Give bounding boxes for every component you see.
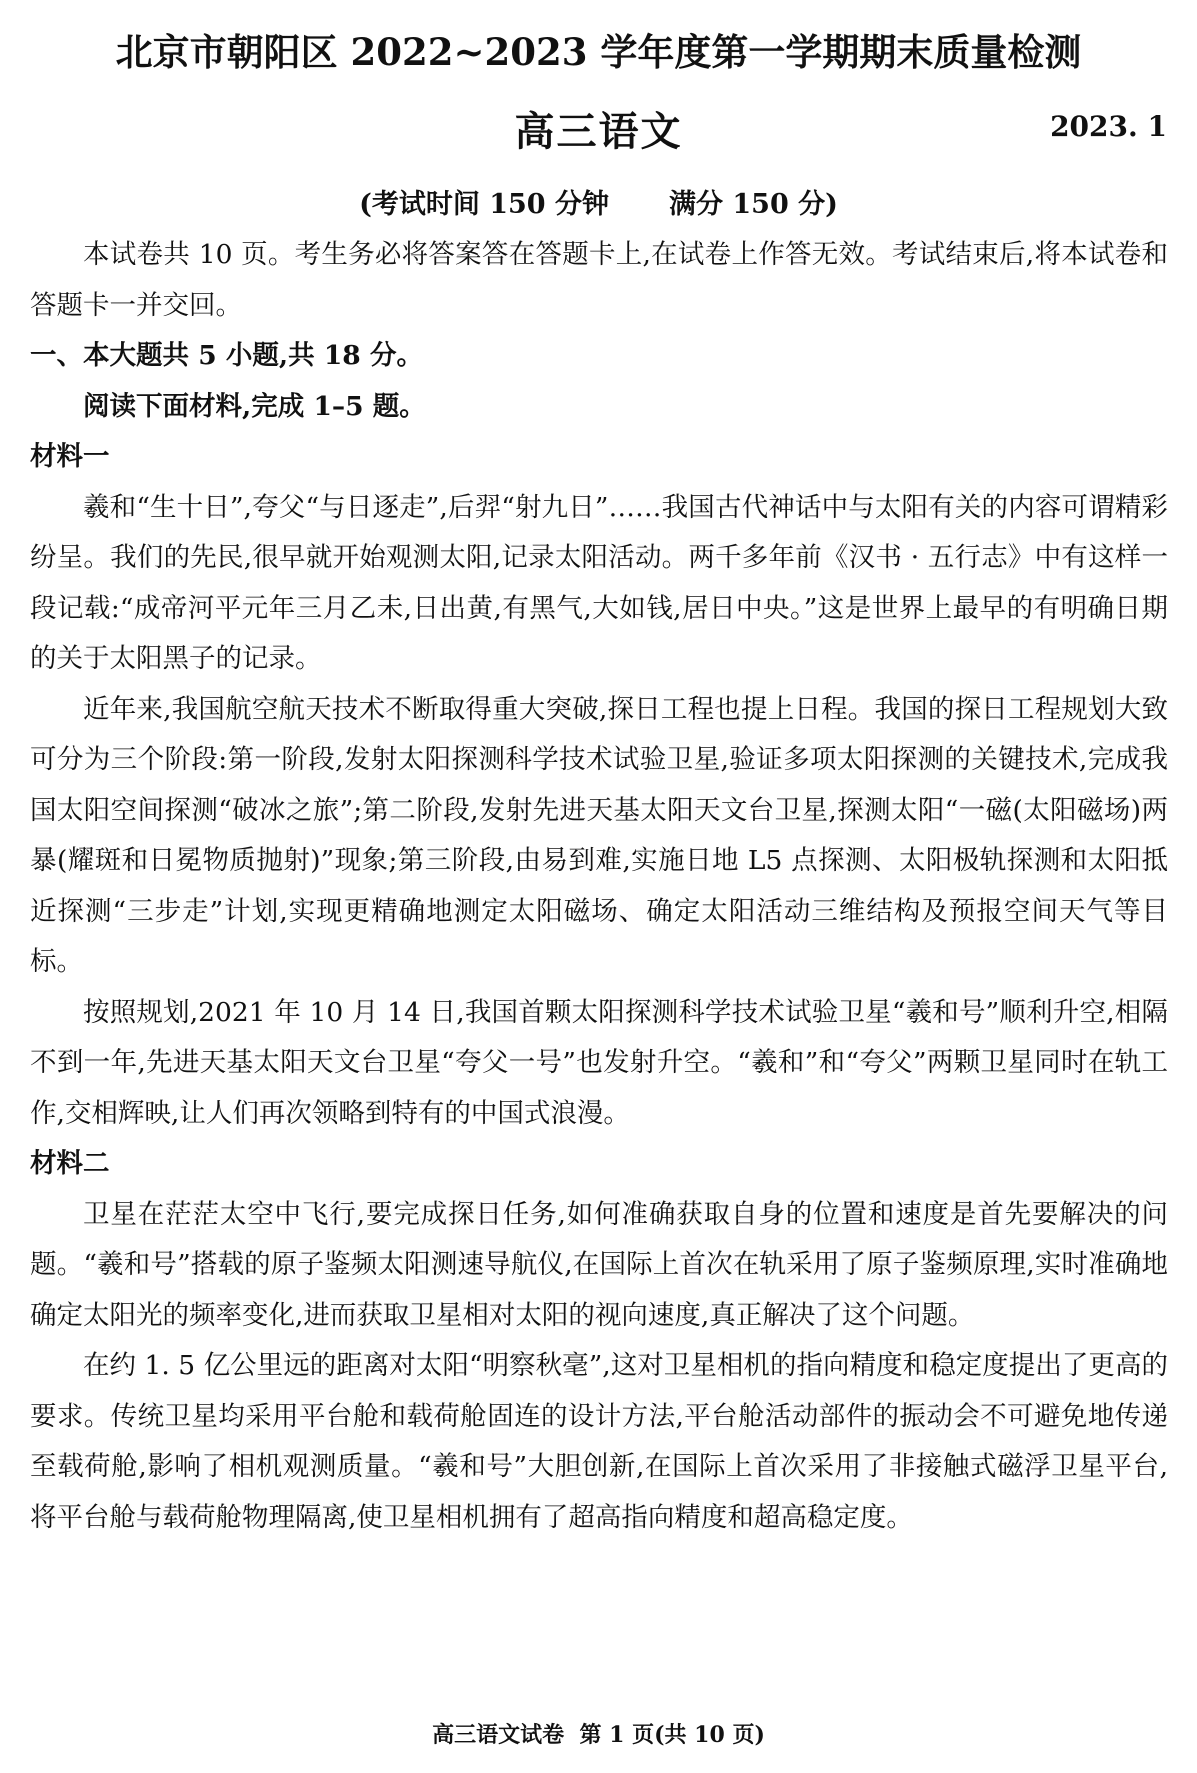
section-heading: 一、本大题共 5 小题,共 18 分。: [30, 340, 423, 371]
exam-full-score: 满分 150 分): [669, 189, 838, 220]
material-1-heading: 材料一: [30, 441, 110, 472]
exam-time: (考试时间 150 分钟: [359, 189, 609, 220]
exam-title: 北京市朝阳区 2022~2023 学年度第一学期期末质量检测: [115, 30, 1082, 74]
material-1-paragraph: 近年来,我国航空航天技术不断取得重大突破,探日工程也提上日程。我国的探日工程规划大致可分为三个阶段:第一阶段,发射太阳探测科学技术试验卫星,验证多项太阳探测的关键技术,完成我国太阳空间探测“破冰之旅”;第二阶段,发射先进天基太阳天文台卫星,探测太阳“一磁(太阳磁场)两暴(耀斑和日冕物质抛射)”现象;第三阶段,由易到难,实施日地 L5 点探测、太阳极轨探测和太阳抵近探测“三步走”计划,实现更精确地测定太阳磁场、确定太阳活动三维结构及预报空间天气等目标。: [30, 693, 1168, 977]
exam-info: [0, 182, 1197, 221]
footer-page-number: 第 1 页(共 10 页): [579, 1722, 765, 1748]
document-body: [30, 230, 1168, 1543]
material-2-paragraph: 卫星在茫茫太空中飞行,要完成探日任务,如何准确获取自身的位置和速度是首先要解决的问题。“羲和号”搭载的原子鉴频太阳测速导航仪,在国际上首次在轨采用了原子鉴频原理,实时准确地确定太阳光的频率变化,进而获取卫星相对太阳的视向速度,真正解决了这个问题。: [30, 1198, 1168, 1331]
material-2-heading: 材料二: [30, 1148, 110, 1179]
page-footer: [0, 1718, 1197, 1749]
subject-row: [0, 100, 1197, 156]
instructions: 本试卷共 10 页。考生务必将答案答在答题卡上,在试卷上作答无效。考试结束后,将本试卷和答题卡一并交回。: [30, 239, 1168, 321]
material-1-paragraph: 羲和“生十日”,夸父“与日逐走”,后羿“射九日”……我国古代神话中与太阳有关的内容可谓精彩纷呈。我们的先民,很早就开始观测太阳,记录太阳活动。两千多年前《汉书 · 五行志》中有这样一段记载:“成帝河平元年三月乙未,日出黄,有黑气,大如钱,居日中央。”这是世界上最早的有明确日期的关于太阳黑子的记录。: [30, 491, 1168, 674]
section-directive: 阅读下面材料,完成 1–5 题。: [83, 390, 426, 422]
footer-label: 高三语文试卷: [432, 1722, 565, 1748]
exam-date: 2023. 1: [1050, 110, 1167, 143]
material-2-paragraph: 在约 1. 5 亿公里远的距离对太阳“明察秋毫”,这对卫星相机的指向精度和稳定度提出了更高的要求。传统卫星均采用平台舱和载荷舱固连的设计方法,平台舱活动部件的振动会不可避免地传递至载荷舱,影响了相机观测质量。“羲和号”大胆创新,在国际上首次采用了非接触式磁浮卫星平台,将平台舱与载荷舱物理隔离,使卫星相机拥有了超高指向精度和超高稳定度。: [30, 1350, 1168, 1533]
subject-title: 高三语文: [514, 108, 683, 155]
material-1-paragraph: 按照规划,2021 年 10 月 14 日,我国首颗太阳探测科学技术试验卫星“羲和号”顺利升空,相隔不到一年,先进天基太阳天文台卫星“夸父一号”也发射升空。“羲和”和“夸父”两颗卫星同时在轨工作,交相辉映,让人们再次领略到特有的中国式浪漫。: [30, 996, 1168, 1129]
